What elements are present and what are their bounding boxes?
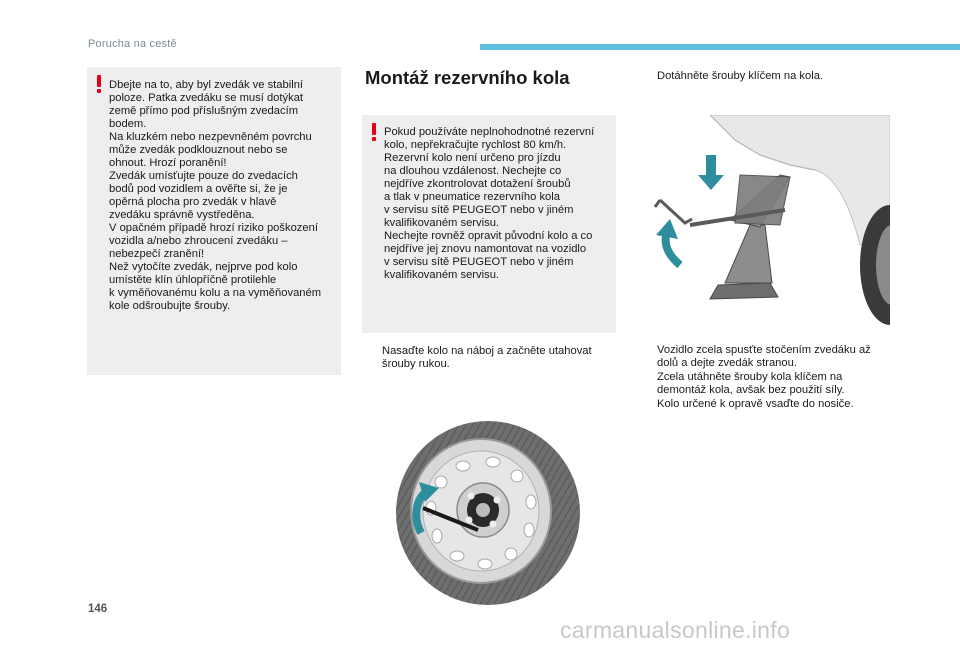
warning-text [109, 79, 321, 313]
page-number: 146 [88, 603, 108, 615]
step-mount-wheel [365, 345, 615, 375]
warning-text [384, 126, 594, 282]
step-tighten-bolts [640, 70, 920, 86]
warning-line: nebezpečí zranění! [109, 248, 205, 260]
step-line: dolů a dejte zvedák stranou. [657, 357, 797, 369]
warning-line: bodů pod vozidlem a ověřte si, že je [109, 183, 288, 195]
car-lowered-on-jack-illustration [640, 115, 890, 330]
warning-exclamation-icon [96, 75, 102, 93]
warning-line: nejdříve zkontrolovat dotažení šroubů [384, 178, 571, 190]
step-line: Dotáhněte šrouby klíčem na kola. [657, 70, 824, 82]
step-line: šrouby rukou. [382, 358, 450, 370]
warning-line: Zvedák umísťujte pouze do zvedacích [109, 170, 298, 182]
warning-line: V opačném případě hrozí riziko poškození [109, 222, 318, 234]
warning-line: k vyměňovanému kolu a na vyměňovaném [109, 287, 322, 299]
section-title: Porucha na cestě [88, 38, 177, 50]
header-accent-bar [480, 44, 960, 50]
warning-box-spare-wheel [362, 115, 616, 333]
warning-line: ohnout. Hrozí poranění! [109, 157, 227, 169]
step-line: Zcela utáhněte šrouby kola klíčem na [657, 371, 843, 383]
step-stow-wheel [640, 398, 920, 414]
warning-line: Dbejte na to, aby byl zvedák ve stabilní [109, 79, 304, 91]
warning-line: Než vytočíte zvedák, nejprve pod kolo [109, 261, 298, 273]
warning-line: Nechejte rovněž opravit původní kolo a co [384, 230, 593, 242]
watermark: carmanualsonline.info [560, 617, 791, 643]
warning-line: nejdříve jej znovu namontovat na vozidlo [384, 243, 587, 255]
step-lower-vehicle [640, 344, 920, 374]
warning-line: země přímo pod příslušným zvedacím [109, 105, 299, 117]
warning-line: kole odšroubujte šrouby. [109, 300, 231, 312]
step-line: Kolo určené k opravě vsaďte do nosiče. [657, 398, 854, 410]
section-heading: Montáž rezervního kola [365, 67, 570, 88]
warning-exclamation-icon [371, 123, 377, 141]
warning-line: a tlak v pneumatice rezervního kola [384, 191, 560, 203]
warning-line: Rezervní kolo není určeno pro jízdu [384, 152, 561, 164]
step-line: demontáž kola, avšak bez použití síly. [657, 384, 845, 396]
step-fully-tighten [640, 371, 920, 401]
warning-line: poloze. Patka zvedáku se musí dotýkat [109, 92, 304, 104]
warning-line: opěrná plocha pro zvedák v hlavě [109, 196, 277, 208]
wheel-with-wrench-illustration [393, 418, 583, 608]
warning-box-jack-safety [87, 67, 341, 375]
warning-line: umístěte klín úhlopříčně protilehle [109, 274, 277, 286]
warning-line: může zvedák podklouznout nebo se [109, 144, 288, 156]
warning-line: zvedáku správně vystředěna. [109, 209, 255, 221]
warning-line: bodem. [109, 118, 147, 130]
warning-line: kvalifikovaném servisu. [384, 269, 500, 281]
warning-line: kolo, nepřekračujte rychlost 80 km/h. [384, 139, 567, 151]
step-line: Nasaďte kolo na náboj a začněte utahovat [382, 345, 592, 357]
warning-line: kvalifikovaném servisu. [384, 217, 500, 229]
warning-line: v servisu sítě PEUGEOT nebo v jiném [384, 256, 574, 268]
warning-line: v servisu sítě PEUGEOT nebo v jiném [384, 204, 574, 216]
warning-line: Na kluzkém nebo nezpevněném povrchu [109, 131, 312, 143]
step-line: Vozidlo zcela spusťte stočením zvedáku až [657, 344, 871, 356]
warning-line: na dlouhou vzdálenost. Nechejte co [384, 165, 562, 177]
warning-line: Pokud používáte neplnohodnotné rezervní [384, 126, 595, 138]
warning-line: vozidla a/nebo zhroucení zvedáku – [109, 235, 288, 247]
